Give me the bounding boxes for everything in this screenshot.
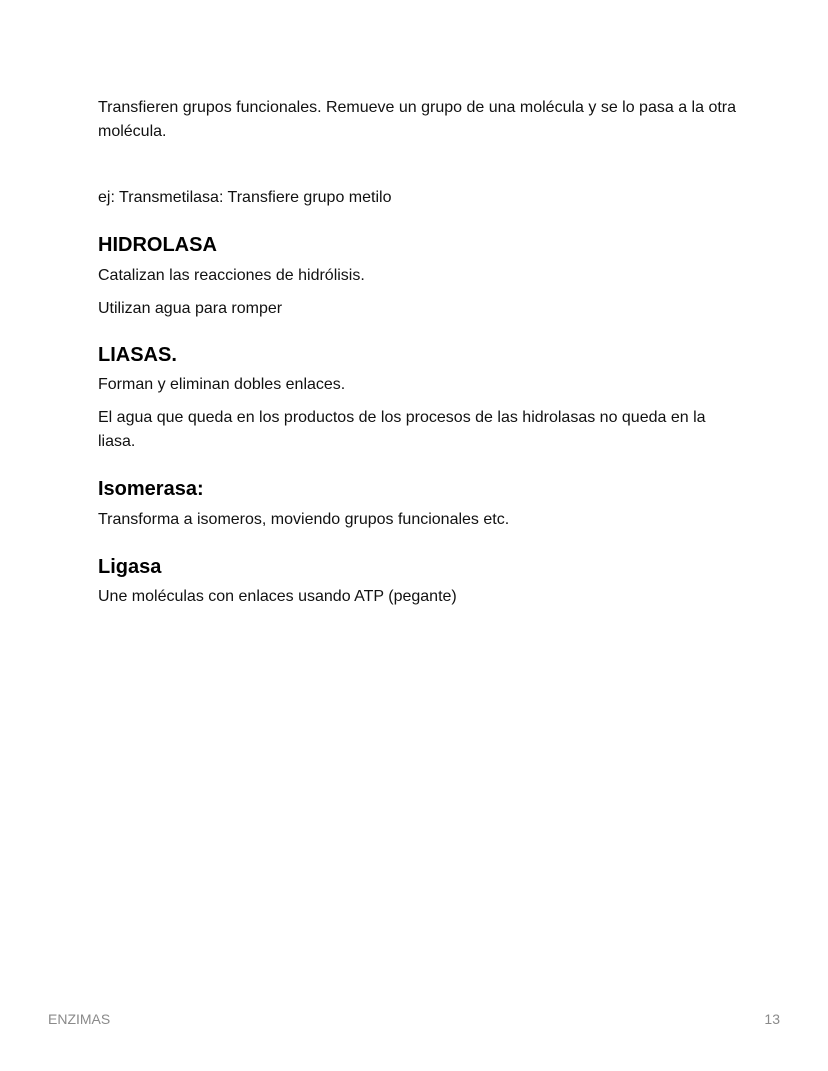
heading-ligasa: Ligasa	[98, 556, 162, 578]
hidrolasa-paragraph-2: Utilizan agua para romper	[98, 300, 283, 317]
page-content	[98, 96, 738, 609]
page-number: 13	[764, 1011, 780, 1027]
liasas-paragraph-2: El agua que queda en los productos de los procesos de las hidrolasas no queda en la liasa.	[98, 409, 706, 450]
footer-title: ENZIMAS	[48, 1011, 111, 1027]
isomerasa-paragraph: Transforma a isomeros, moviendo grupos funcionales etc.	[98, 511, 510, 528]
intro-example: ej: Transmetilasa: Transfiere grupo metilo	[98, 189, 392, 206]
liasas-paragraph-1: Forman y eliminan dobles enlaces.	[98, 376, 346, 393]
intro-paragraph: Transfieren grupos funcionales. Remueve un grupo de una molécula y se lo pasa a la otra molécula.	[98, 99, 737, 140]
ligasa-paragraph: Une moléculas con enlaces usando ATP (pegante)	[98, 588, 457, 605]
heading-isomerasa: Isomerasa:	[98, 478, 204, 500]
hidrolasa-paragraph-1: Catalizan las reacciones de hidrólisis.	[98, 267, 365, 284]
heading-liasas: LIASAS.	[98, 344, 177, 366]
heading-hidrolasa: HIDROLASA	[98, 234, 217, 256]
